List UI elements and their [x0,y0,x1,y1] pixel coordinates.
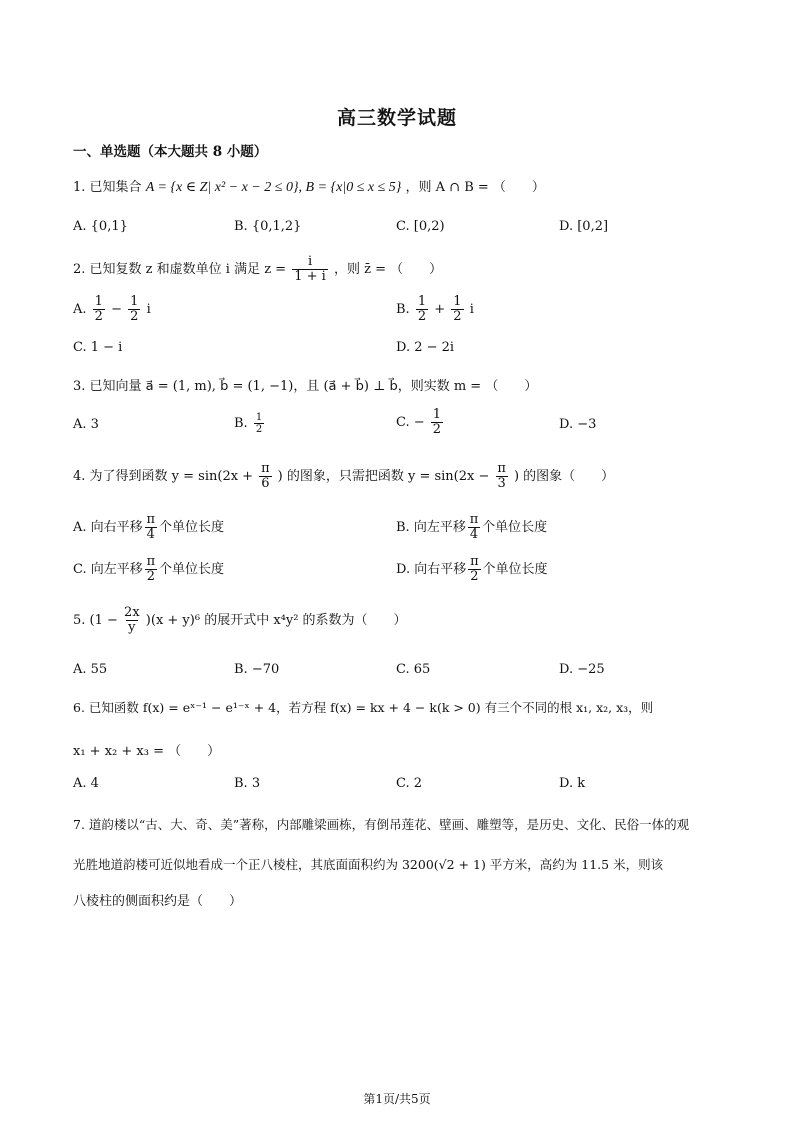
q4-c-pre: C. 向左平移 [73,562,143,577]
q5-n: 2x [124,605,140,620]
q2-b-op: + [434,302,446,317]
q4-f2n: π [497,461,506,476]
q2-fraction [292,255,328,284]
q4-c-d: 2 [146,569,156,584]
question-7-line1: 7. 道韵楼以“古、大、奇、美”著称，内部雕梁画栋，有倒吊莲花、壁画、雕塑等，是历史、文化、民俗一体的观 [73,817,690,832]
question-6-line2: x₁ + x₂ + x₃ = （ ） [73,744,221,759]
q4-f1d: 6 [261,476,270,491]
q2-a-frac1 [93,295,105,324]
q4-b-post: 个单位长度 [482,520,548,535]
q5-pre: 5. (1 − [73,613,118,628]
page-title: 高三数学试题 [336,107,457,129]
q4-f1n: π [261,461,270,476]
q4-a-frac [145,513,157,542]
q4-b-pre: B. 向左平移 [396,520,466,535]
q3-b-num: 1 [255,412,263,423]
q4-part2: ) 的图象，只需把函数 y = sin(2x − [277,469,490,484]
q2-a-f2n: 1 [130,294,139,309]
q4-d-pre: D. 向右平移 [396,562,467,577]
q6-option-a: A. 4 [73,776,99,791]
question-4 [73,462,614,491]
q1-sets: A = {x ∈ Z| x² − x − 2 ≤ 0}, B = {x|0 ≤ x ≤ 5} [145,180,402,195]
q4-option-d [396,555,548,584]
q1-option-c: C. [0,2) [396,219,445,234]
q1-option-a: A. {0,1} [73,219,128,234]
q6-option-b: B. 3 [234,776,261,791]
q5-option-b: B. −70 [234,662,280,677]
q2-a-frac2 [128,295,140,324]
q3-option-c [396,408,445,437]
q4-b-d: 4 [469,527,479,542]
q2-b-i: i [469,302,474,317]
q2-option-d: D. 2 − 2i [396,340,455,355]
question-2 [73,255,442,284]
question-6-line1: 6. 已知函数 f(x) = eˣ⁻¹ − e¹⁻ˣ + 4，若方程 f(x) = kx + 4 − k(k > 0) 有三个不同的根 x₁, x₂, x₃，则 [73,700,654,715]
q2-option-a [73,295,151,324]
q5-option-c: C. 65 [396,662,431,677]
q3-c-frac [431,408,443,437]
q1-option-d: D. [0,2] [559,219,609,234]
question-7-line2: 光胜地道韵楼可近似地看成一个正八棱柱，其底面面积约为 3200(√2 + 1) 平方米，高约为 11.5 米，则该 [73,857,664,872]
q3-b-label: B. [234,416,248,431]
q1-prefix: 1. 已知集合 [73,180,142,195]
question-5 [73,606,407,635]
q2-a-i: i [146,302,151,317]
q2-b-f2d: 2 [453,309,462,324]
q4-d-frac [468,555,480,584]
q1-suffix: ，则 A ∩ B = （ ） [405,180,545,195]
q3-c-num: 1 [432,407,442,422]
q2-option-b [396,295,474,324]
q4-part1: 4. 为了得到函数 y = sin(2x + [73,469,254,484]
q4-part3: ) 的图象（ ） [513,469,615,484]
q4-c-frac [145,555,157,584]
q4-b-n: π [469,512,479,527]
q4-frac1 [259,462,271,491]
q2-suffix: ，则 z̄ = （ ） [333,262,443,277]
q6-option-d: D. k [559,776,586,791]
q2-b-frac1 [416,295,428,324]
q2-a-f1d: 2 [94,309,103,324]
q4-a-pre: A. 向右平移 [73,520,143,535]
q3-c-den: 2 [432,422,442,437]
q2-a-f2d: 2 [130,309,139,324]
q2-b-f1n: 1 [417,294,427,309]
q4-option-c [73,555,224,584]
q4-frac2 [496,462,508,491]
q4-b-frac [468,513,480,542]
q4-option-b [396,513,547,542]
q5-frac [124,606,140,635]
q4-a-d: 4 [146,527,155,542]
q4-a-n: π [146,512,156,527]
q6-option-c: C. 2 [396,776,423,791]
q2-a-f1n: 1 [94,294,103,309]
q4-c-n: π [146,554,156,569]
q5-option-a: A. 55 [73,662,108,677]
q2-frac-den: 1 + i [294,269,326,284]
q4-d-d: 2 [470,569,479,584]
q3-option-a: A. 3 [73,417,99,432]
q2-a-label: A. [73,302,87,317]
q5-option-d: D. −25 [559,662,605,677]
question-1 [73,176,545,196]
q2-option-c: C. 1 − i [73,340,123,355]
q5-post: )(x + y)⁶ 的展开式中 x⁴y² 的系数为（ ） [145,613,407,628]
q4-f2d: 3 [497,476,506,491]
q4-d-post: 个单位长度 [482,562,548,577]
q4-c-post: 个单位长度 [159,562,225,577]
q4-d-n: π [470,554,479,569]
q2-a-op: − [111,302,122,317]
q2-b-f1d: 2 [417,309,427,324]
q3-b-frac [254,412,264,435]
q5-d: y [128,620,136,635]
q3-b-den: 2 [255,424,263,435]
q3-option-d: D. −3 [559,417,597,432]
question-3: 3. 已知向量 a⃗ = (1, m), b⃗ = (1, −1)，且 (a⃗ + b⃗) ⊥ b⃗，则实数 m = （ ） [73,379,538,394]
q2-prefix: 2. 已知复数 z 和虚数单位 i 满足 z = [73,262,287,277]
q2-b-f2n: 1 [453,294,462,309]
q3-c-label: C. − [396,415,425,430]
q2-b-label: B. [396,302,410,317]
q4-a-post: 个单位长度 [158,520,224,535]
q2-frac-num: i [307,254,313,269]
section-heading: 一、单选题（本大题共 8 小题） [73,144,268,160]
q4-option-a [73,513,224,542]
q1-option-b: B. {0,1,2} [234,219,302,234]
question-7-line3: 八棱柱的侧面积约是（ ） [73,894,243,909]
page-footer: 第1页/共5页 [363,1092,431,1106]
q2-b-frac2 [451,295,463,324]
q3-option-b [234,412,266,435]
